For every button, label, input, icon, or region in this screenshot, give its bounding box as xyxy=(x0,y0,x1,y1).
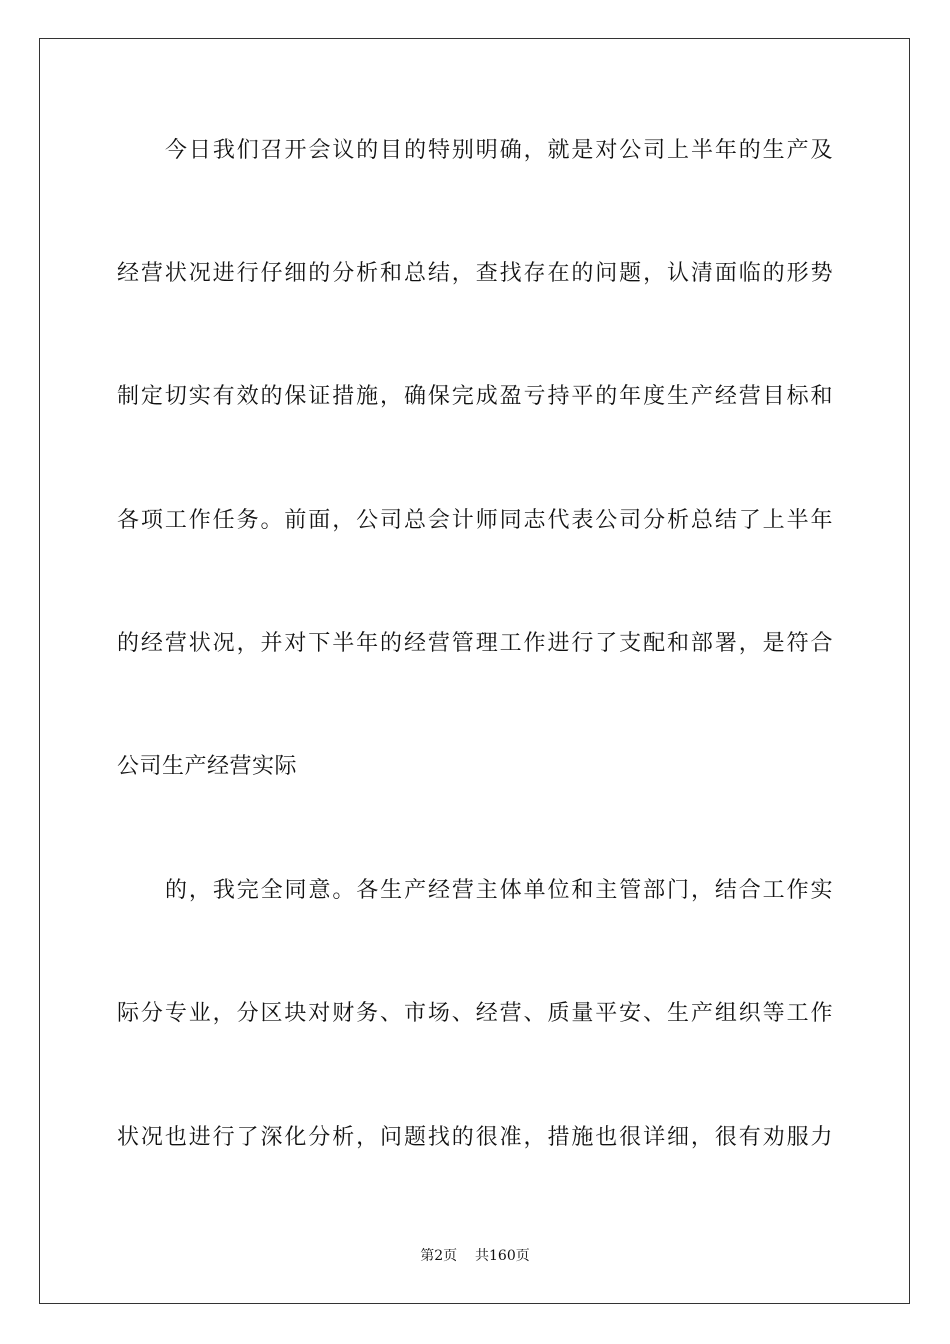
paragraph-line-4: 各项工作任务。前面，公司总会计师同志代表公司分析总结了上半年 xyxy=(117,508,833,533)
paragraph-line-5: 的经营状况，并对下半年的经营管理工作进行了支配和部署，是符合 xyxy=(117,631,833,656)
total-pages: 共160页 xyxy=(475,1248,530,1264)
page-number: 第2页 xyxy=(420,1248,458,1264)
page-border xyxy=(39,38,910,1304)
paragraph-line-2: 经营状况进行仔细的分析和总结，查找存在的问题，认清面临的形势 xyxy=(117,261,833,286)
paragraph-line-6: 公司生产经营实际 xyxy=(117,754,298,779)
paragraph-line-1: 今日我们召开会议的目的特别明确，就是对公司上半年的生产及 xyxy=(165,138,833,163)
paragraph-line-3: 制定切实有效的保证措施，确保完成盈亏持平的年度生产经营目标和 xyxy=(117,384,833,409)
page-footer xyxy=(0,1247,950,1265)
paragraph-line-9: 状况也进行了深化分析，问题找的很准，措施也很详细，很有劝服力 xyxy=(117,1125,833,1150)
paragraph-line-7: 的，我完全同意。各生产经营主体单位和主管部门，结合工作实 xyxy=(165,878,833,903)
paragraph-line-8: 际分专业，分区块对财务、市场、经营、质量平安、生产组织等工作 xyxy=(117,1001,833,1026)
